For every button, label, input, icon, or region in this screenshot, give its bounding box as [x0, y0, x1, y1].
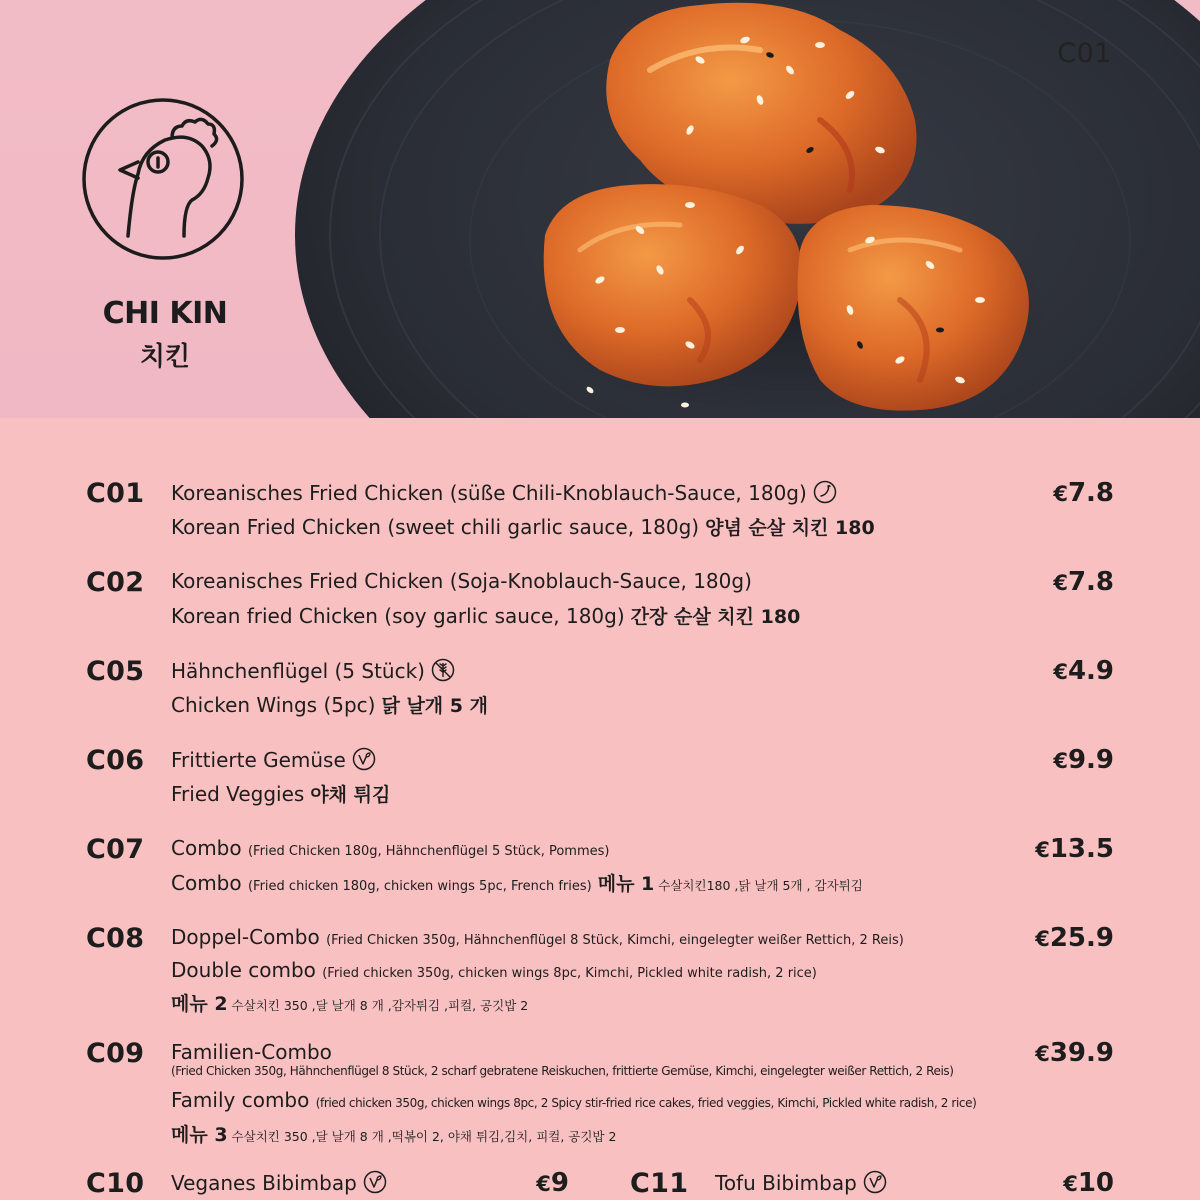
item-price: €10	[1063, 1168, 1114, 1198]
item-detail-ko: 수살치킨 350 ,달 날개 8 개 ,감자튀김 ,피컬, 공깃밥 2	[231, 998, 529, 1013]
menu-row-bibimbap	[0, 1168, 1200, 1200]
item-price: €7.8	[1053, 567, 1114, 597]
item-detail-en: (Fried chicken 180g, chicken wings 5pc, French fries)	[247, 879, 592, 894]
chili-icon	[813, 480, 837, 504]
item-price: €4.9	[1053, 656, 1114, 686]
brand-name-korean: 치킨	[139, 342, 191, 372]
item-detail-de: (Fried Chicken 350g, Hähnchenflügel 8 Stück, 2 scharf gebratene Reiskuchen, frittierte Gemüse, Kimchi, eingelegter weißer Rettich, 2 Reis)	[171, 1064, 954, 1078]
item-code: C08	[86, 923, 145, 954]
item-code: C06	[86, 745, 145, 776]
item-price: €9.9	[1053, 745, 1114, 775]
item-code: C09	[86, 1038, 145, 1069]
item-name-en: Combo (Fried chicken 180g, chicken wings 5pc, French fries) 메뉴 1 수살치킨180 ,닭 날개 5개 , 감자튀김	[171, 871, 863, 895]
item-code: C07	[86, 834, 145, 865]
item-name-ko: 양념 순살 치킨 180	[705, 517, 875, 539]
item-name-en: Double combo (Fried chicken 350g, chicken wings 8pc, Kimchi, Pickled white radish, 2 rice)	[171, 958, 817, 982]
item-code: C11	[630, 1168, 689, 1199]
item-label-ko: 메뉴 1	[597, 873, 655, 895]
item-price: €9	[536, 1168, 569, 1198]
item-label-ko: 메뉴 2	[171, 993, 228, 1015]
item-detail-en: (fried chicken 350g, chicken wings 8pc, 2 Spicy stir-fried rice cakes, fried veggies, Kimchi, Pickled white radish, 2 rice)	[315, 1096, 977, 1110]
wheat-icon	[431, 658, 455, 682]
item-name-ko: 야채 튀김	[310, 784, 391, 806]
item-code: C05	[86, 656, 145, 687]
item-name-en: Family combo (fried chicken 350g, chicken wings 8pc, 2 Spicy stir-fried rice cakes, fried veggies, Kimchi, Pickled white radish, 2 rice)	[171, 1088, 977, 1112]
item-price: €7.8	[1053, 478, 1114, 508]
item-detail-de: (Fried Chicken 350g, Hähnchenflügel 8 Stück, Kimchi, eingelegter weißer Rettich, 2 Reis)	[326, 933, 904, 948]
vegan-leaf-icon	[352, 747, 376, 771]
item-code: C02	[86, 567, 145, 598]
item-name-de: Tofu Bibimbap	[715, 1170, 887, 1195]
item-name-ko: 간장 순살 치킨 180	[630, 606, 801, 628]
item-detail-ko: 수살치킨 350 ,달 날개 8 개 ,떡볶이 2, 야채 튀김,김치, 피컬, 공깃밥 2	[231, 1129, 617, 1144]
item-detail-ko: 수살치킨180 ,닭 날개 5개 , 감자튀김	[658, 878, 863, 893]
item-price: €39.9	[1035, 1038, 1114, 1068]
menu-list	[0, 418, 1200, 1200]
item-name-en: Fried Veggies 야채 튀김	[171, 782, 391, 806]
item-name-de: Koreanisches Fried Chicken (Soja-Knoblauch-Sauce, 180g)	[171, 569, 752, 593]
hero-item-code: C01	[1057, 38, 1112, 69]
item-name-ko-line	[171, 1120, 616, 1147]
vegan-leaf-icon	[863, 1170, 887, 1194]
item-code: C10	[86, 1168, 145, 1199]
chicken-logo-icon	[80, 96, 246, 262]
item-detail-en: (Fried chicken 350g, chicken wings 8pc, Kimchi, Pickled white radish, 2 rice)	[322, 966, 817, 981]
vegan-leaf-icon	[363, 1170, 387, 1194]
item-name-ko-line	[171, 989, 528, 1016]
item-name-de: Koreanisches Fried Chicken (süße Chili-Knoblauch-Sauce, 180g)	[171, 480, 837, 505]
item-name-de: Hähnchenflügel (5 Stück)	[171, 658, 455, 683]
item-label-ko: 메뉴 3	[171, 1124, 228, 1146]
item-code: C01	[86, 478, 145, 509]
item-name-en: Chicken Wings (5pc) 닭 날개 5 개	[171, 693, 488, 717]
item-name-de: Frittierte Gemüse	[171, 747, 376, 772]
item-name-de: Veganes Bibimbap	[171, 1170, 387, 1195]
item-name-en: Korean fried Chicken (soy garlic sauce, 180g) 간장 순살 치킨 180	[171, 604, 801, 628]
item-detail-de: (Fried Chicken 180g, Hähnchenflügel 5 Stück, Pommes)	[247, 844, 610, 859]
item-name-de: Combo (Fried Chicken 180g, Hähnchenflügel 5 Stück, Pommes)	[171, 836, 610, 860]
item-name-de: Doppel-Combo (Fried Chicken 350g, Hähnchenflügel 8 Stück, Kimchi, eingelegter weißer Rettich, 2 Reis)	[171, 925, 904, 949]
item-name-en: Korean Fried Chicken (sweet chili garlic sauce, 180g) 양념 순살 치킨 180	[171, 515, 875, 539]
item-price: €25.9	[1035, 923, 1114, 953]
hero-banner	[0, 0, 1200, 418]
brand-name: CHI KIN	[102, 296, 228, 331]
item-price: €13.5	[1035, 834, 1114, 864]
item-name-de: Familien-Combo	[171, 1040, 332, 1064]
item-name-ko: 닭 날개 5 개	[381, 695, 488, 717]
